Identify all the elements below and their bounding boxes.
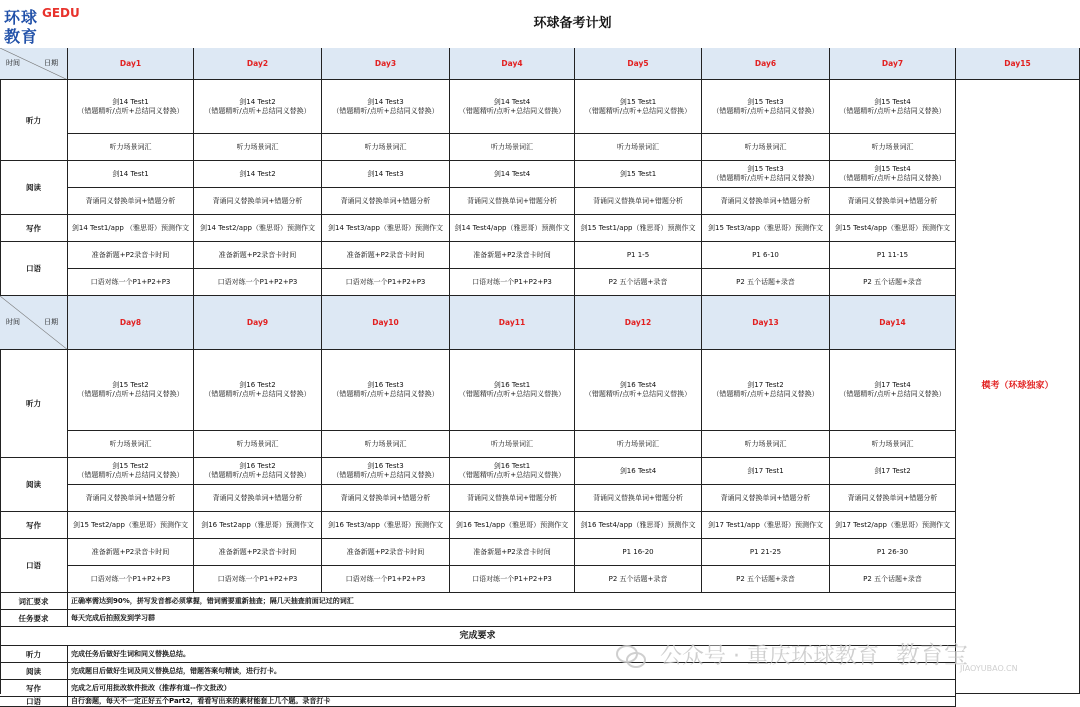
cell-text: 剑16 Test1 （错题精听/点听+总结同义替换）: [458, 462, 566, 479]
task-label: 任务要求: [0, 610, 68, 627]
week-header-time-date: [0, 48, 68, 80]
cell-text: 剑16 Test4 （错题精听/点听+总结同义替换）: [584, 381, 692, 398]
watermark-stamp-sub: JIAOYUBAO.CN: [960, 664, 1018, 673]
listening-task: [575, 350, 702, 431]
writing-task: 剑15 Test4/app（雅思哥）预测作文: [830, 215, 956, 242]
header-date: 日期: [44, 59, 58, 67]
reading-task: [702, 161, 830, 188]
reading-review: 背诵同义替换单词+错题分析: [194, 485, 322, 512]
speaking-task: 准备新题+P2录音卡时间: [450, 242, 575, 269]
reading-task: 剑14 Test2: [194, 161, 322, 188]
speaking-task: P1 6-10: [702, 242, 830, 269]
speaking-task: 准备新题+P2录音卡时间: [322, 539, 450, 566]
speaking-practice: 口语对练一个P1+P2+P3: [450, 566, 575, 593]
writing-task: 剑14 Test2/app（雅思哥）预测作文: [194, 215, 322, 242]
completion-reading-label: 阅读: [0, 663, 68, 680]
reading-review: 背诵同义替换单词+错题分析: [702, 485, 830, 512]
day-header: Day1: [68, 48, 194, 80]
cell-text: 剑16 Test2 （错题精听/点听+总结同义替换）: [204, 381, 311, 398]
reading-review: 背诵同义替换单词+错题分析: [322, 188, 450, 215]
completion-title: 完成要求: [0, 627, 956, 646]
completion-speaking: 自行套题，每天不一定正好五个Part2，看看写出来的素材能套上几个题。录音打卡: [68, 697, 956, 707]
category-listening: 听力: [0, 350, 68, 458]
reading-task: [194, 458, 322, 485]
cell-text: 剑14 Test3 （错题精听/点听+总结同义替换）: [332, 97, 439, 115]
speaking-practice: P2 五个话题+录音: [575, 269, 702, 296]
cell-text: 剑15 Test4 （错题精听/点听+总结同义替换）: [839, 97, 946, 115]
listening-vocab: 听力场景词汇: [68, 431, 194, 458]
day-header: Day3: [322, 48, 450, 80]
cell-text: 剑14 Test2 （错题精听/点听+总结同义替换）: [204, 97, 311, 115]
listening-task: [830, 350, 956, 431]
day-header: Day12: [575, 296, 702, 350]
speaking-task: 准备新题+P2录音卡时间: [194, 242, 322, 269]
reading-review: 背诵同义替换单词+错题分析: [702, 188, 830, 215]
reading-task: 剑16 Test4: [575, 458, 702, 485]
reading-review: 背诵同义替换单词+错题分析: [450, 485, 575, 512]
speaking-practice: 口语对练一个P1+P2+P3: [68, 269, 194, 296]
listening-task: [68, 80, 194, 134]
cell-text: 剑14 Test1 （错题精听/点听+总结同义替换）: [77, 97, 184, 115]
listening-vocab: 听力场景词汇: [830, 134, 956, 161]
writing-task: 剑15 Test2/app（雅思哥）预测作文: [68, 512, 194, 539]
task-text: 每天完成后拍照发到学习群: [68, 610, 956, 627]
speaking-task: 准备新题+P2录音卡时间: [68, 539, 194, 566]
writing-task: 剑16 Test2app（雅思哥）预测作文: [194, 512, 322, 539]
speaking-practice: P2 五个话题+录音: [830, 269, 956, 296]
listening-task: [322, 80, 450, 134]
week-header-time-date: [0, 296, 68, 350]
listening-task: [322, 350, 450, 431]
reading-review: 背诵同义替换单词+错题分析: [322, 485, 450, 512]
speaking-task: P1 1-5: [575, 242, 702, 269]
vocab-label: 词汇要求: [0, 593, 68, 610]
listening-vocab: 听力场景词汇: [68, 134, 194, 161]
listening-vocab: 听力场景词汇: [830, 431, 956, 458]
writing-task: 剑14 Test1/app （雅思哥）预测作文: [68, 215, 194, 242]
cell-text: 剑16 Test1 （错题精听/点听+总结同义替换）: [458, 381, 566, 398]
writing-task: 剑14 Test3/app（雅思哥）预测作文: [322, 215, 450, 242]
cell-text: 剑15 Test2 （错题精听/点听+总结同义替换）: [77, 462, 184, 479]
speaking-task: 准备新题+P2录音卡时间: [68, 242, 194, 269]
day-header: Day11: [450, 296, 575, 350]
writing-task: 剑15 Test1/app（雅思哥）预测作文: [575, 215, 702, 242]
day-header: Day8: [68, 296, 194, 350]
day-header: Day6: [702, 48, 830, 80]
vocab-text: 正确率需达到90%，拼写发音都必须掌握，错词需要重新抽查；隔几天抽查前面记过的词汇: [68, 593, 956, 610]
writing-task: 剑17 Test2/app（雅思哥）预测作文: [830, 512, 956, 539]
speaking-practice: P2 五个话题+录音: [702, 566, 830, 593]
cell-text: 剑15 Test3 （错题精听/点听+总结同义替换）: [712, 97, 819, 115]
reading-task: 剑14 Test3: [322, 161, 450, 188]
diagonal-line: [0, 48, 68, 80]
cell-text: 剑15 Test2 （错题精听/点听+总结同义替换）: [77, 381, 184, 398]
day-header: Day7: [830, 48, 956, 80]
reading-review: 背诵同义替换单词+错题分析: [68, 188, 194, 215]
reading-task: 剑14 Test4: [450, 161, 575, 188]
logo-gedu: GEDU: [42, 6, 80, 20]
speaking-task: 准备新题+P2录音卡时间: [322, 242, 450, 269]
completion-speaking-label: 口语: [0, 697, 68, 707]
category-reading: 阅读: [0, 161, 68, 215]
speaking-task: P1 26-30: [830, 539, 956, 566]
writing-task: 剑16 Tes1/app（雅思哥）预测作文: [450, 512, 575, 539]
writing-task: 剑17 Test1/app（雅思哥）预测作文: [702, 512, 830, 539]
reading-review: 背诵同义替换单词+错题分析: [450, 188, 575, 215]
listening-vocab: 听力场景词汇: [575, 134, 702, 161]
listening-task: [702, 350, 830, 431]
cell-text: 剑14 Test4 （错题精听/点听+总结同义替换）: [458, 97, 566, 115]
header-date: 日期: [44, 318, 58, 326]
day-header: Day14: [830, 296, 956, 350]
reading-review: 背诵同义替换单词+错题分析: [194, 188, 322, 215]
listening-task: [194, 80, 322, 134]
writing-task: 剑15 Test3/app（雅思哥）预测作文: [702, 215, 830, 242]
reading-review: 背诵同义替换单词+错题分析: [830, 485, 956, 512]
listening-vocab: 听力场景词汇: [702, 134, 830, 161]
speaking-practice: 口语对练一个P1+P2+P3: [322, 269, 450, 296]
mock-exam: 模考（环球独家）: [956, 80, 1080, 694]
header-diagonal: [0, 48, 68, 80]
day-header: Day5: [575, 48, 702, 80]
completion-writing-label: 写作: [0, 680, 68, 697]
listening-vocab: 听力场景词汇: [450, 134, 575, 161]
logo-line2: 教育: [4, 27, 39, 46]
diagonal-line: [0, 296, 68, 350]
cell-text: 剑15 Test3 （错题精听/点听+总结同义替换）: [712, 165, 819, 182]
listening-task: [575, 80, 702, 134]
listening-vocab: 听力场景词汇: [575, 431, 702, 458]
listening-task: [450, 80, 575, 134]
listening-vocab: 听力场景词汇: [322, 134, 450, 161]
listening-task: [68, 350, 194, 431]
speaking-practice: P2 五个话题+录音: [830, 566, 956, 593]
cell-text: 剑15 Test1 （错题精听/点听+总结同义替换）: [584, 97, 692, 115]
speaking-task: 准备新题+P2录音卡时间: [450, 539, 575, 566]
logo-line1: 环球: [4, 8, 39, 27]
reading-task: 剑17 Test2: [830, 458, 956, 485]
listening-task: [830, 80, 956, 134]
wechat-icon: [615, 643, 647, 671]
reading-task: [450, 458, 575, 485]
header-time: 时间: [6, 318, 20, 326]
reading-task: [830, 161, 956, 188]
watermark-stamp: 教育宝: [895, 641, 968, 669]
cell-text: 剑17 Test2 （错题精听/点听+总结同义替换）: [712, 381, 819, 398]
cell-text: 剑16 Test3 （错题精听/点听+总结同义替换）: [332, 462, 439, 479]
speaking-practice: 口语对练一个P1+P2+P3: [450, 269, 575, 296]
day-header: Day9: [194, 296, 322, 350]
category-listening: 听力: [0, 80, 68, 161]
category-writing: 写作: [0, 512, 68, 539]
completion-listening: 完成任务后做好生词和同义替换总结。: [68, 646, 956, 663]
cell-text: 剑16 Test2 （错题精听/点听+总结同义替换）: [204, 462, 311, 479]
category-reading: 阅读: [0, 458, 68, 512]
speaking-practice: 口语对练一个P1+P2+P3: [194, 269, 322, 296]
speaking-practice: 口语对练一个P1+P2+P3: [68, 566, 194, 593]
category-speaking: 口语: [0, 539, 68, 593]
day-header: Day10: [322, 296, 450, 350]
category-writing: 写作: [0, 215, 68, 242]
completion-reading: 完成题目后做好生词及同义替换总结，错题答案句精读，进行打卡。: [68, 663, 956, 680]
listening-vocab: 听力场景词汇: [450, 431, 575, 458]
day-header: Day13: [702, 296, 830, 350]
speaking-practice: 口语对练一个P1+P2+P3: [194, 566, 322, 593]
listening-task: [702, 80, 830, 134]
speaking-task: P1 21-25: [702, 539, 830, 566]
reading-review: 背诵同义替换单词+错题分析: [575, 188, 702, 215]
day15-header: Day15: [956, 48, 1080, 80]
reading-review: 背诵同义替换单词+错题分析: [830, 188, 956, 215]
page-title: 环球备考计划: [533, 16, 612, 31]
cell-text: 剑17 Test4 （错题精听/点听+总结同义替换）: [839, 381, 946, 398]
category-speaking: 口语: [0, 242, 68, 296]
writing-task: 剑14 Test4/app（雅思哥）预测作文: [450, 215, 575, 242]
watermark-text: 公众号 · 重庆环球教育: [660, 644, 879, 669]
reading-review: 背诵同义替换单词+错题分析: [68, 485, 194, 512]
reading-review: 背诵同义替换单词+错题分析: [575, 485, 702, 512]
reading-task: 剑17 Test1: [702, 458, 830, 485]
watermark: [615, 625, 1080, 685]
reading-task: [68, 458, 194, 485]
listening-vocab: 听力场景词汇: [194, 431, 322, 458]
listening-vocab: 听力场景词汇: [702, 431, 830, 458]
completion-listening-label: 听力: [0, 646, 68, 663]
reading-task: 剑14 Test1: [68, 161, 194, 188]
speaking-practice: 口语对练一个P1+P2+P3: [322, 566, 450, 593]
header-time: 时间: [6, 59, 20, 67]
reading-task: [322, 458, 450, 485]
listening-vocab: 听力场景词汇: [194, 134, 322, 161]
speaking-task: P1 11-15: [830, 242, 956, 269]
writing-task: 剑16 Test4/app（雅思哥）预测作文: [575, 512, 702, 539]
listening-task: [450, 350, 575, 431]
page-title-wrap: [0, 0, 1080, 48]
listening-vocab: 听力场景词汇: [322, 431, 450, 458]
completion-writing: 完成之后可用批改软件批改（推荐有道--作文批改）: [68, 680, 956, 697]
speaking-practice: P2 五个话题+录音: [575, 566, 702, 593]
cell-text: 剑16 Test3 （错题精听/点听+总结同义替换）: [332, 381, 439, 398]
cell-text: 剑15 Test4 （错题精听/点听+总结同义替换）: [839, 165, 946, 182]
speaking-practice: P2 五个话题+录音: [702, 269, 830, 296]
day-header: Day4: [450, 48, 575, 80]
reading-task: 剑15 Test1: [575, 161, 702, 188]
listening-task: [194, 350, 322, 431]
day-header: Day2: [194, 48, 322, 80]
speaking-task: 准备新题+P2录音卡时间: [194, 539, 322, 566]
speaking-task: P1 16-20: [575, 539, 702, 566]
writing-task: 剑16 Test3/app（雅思哥）预测作文: [322, 512, 450, 539]
header-diagonal: [0, 296, 68, 350]
